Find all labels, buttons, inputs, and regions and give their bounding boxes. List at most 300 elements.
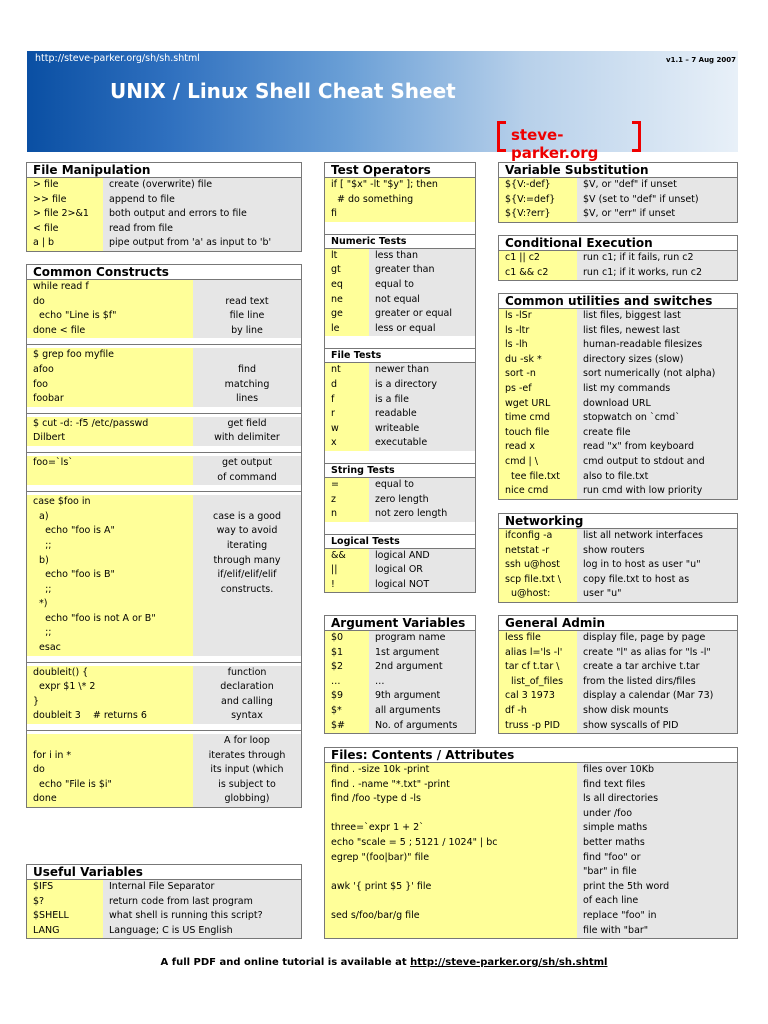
row-value: display a calendar (Mar 73) bbox=[577, 689, 737, 704]
row-key: $* bbox=[325, 704, 369, 719]
row-key: foobar bbox=[27, 392, 193, 407]
section-title: File Manipulation bbox=[27, 163, 301, 178]
row-key: eq bbox=[325, 278, 369, 293]
table-row bbox=[325, 422, 475, 437]
row-key: echo "File is $i" bbox=[27, 778, 193, 793]
row-key: $SHELL bbox=[27, 909, 103, 924]
table-row bbox=[499, 440, 737, 455]
table-row bbox=[325, 293, 475, 308]
row-key: tar cf t.tar \ bbox=[499, 660, 577, 675]
table-row bbox=[27, 378, 301, 393]
row-key: $0 bbox=[325, 631, 369, 646]
row-key: && bbox=[325, 549, 369, 564]
table-row bbox=[27, 495, 301, 510]
row-value: file line bbox=[193, 309, 301, 324]
row-value bbox=[193, 348, 301, 363]
table-row bbox=[499, 646, 737, 661]
row-value: less than bbox=[369, 249, 475, 264]
table-row bbox=[499, 631, 737, 646]
row-key: $ grep foo myfile bbox=[27, 348, 193, 363]
table-row bbox=[325, 880, 737, 895]
row-value: syntax bbox=[193, 709, 301, 724]
row-value bbox=[193, 641, 301, 656]
row-key: less file bbox=[499, 631, 577, 646]
row-key: $ cut -d: -f5 /etc/passwd bbox=[27, 417, 193, 432]
row-value: file with "bar" bbox=[577, 924, 737, 939]
table-row bbox=[499, 704, 737, 719]
row-value: ls all directories bbox=[577, 792, 737, 807]
table-row bbox=[27, 363, 301, 378]
row-key: le bbox=[325, 322, 369, 337]
table-row bbox=[499, 353, 737, 368]
row-key: *) bbox=[27, 597, 193, 612]
row-value: No. of arguments bbox=[369, 719, 475, 734]
row-value: create "l" as alias for "ls -l" bbox=[577, 646, 737, 661]
table-row bbox=[325, 792, 737, 807]
row-value: newer than bbox=[369, 363, 475, 378]
row-key: ls -lSr bbox=[499, 309, 577, 324]
row-value: logical NOT bbox=[369, 578, 475, 593]
table-row bbox=[325, 363, 475, 378]
table-row bbox=[325, 821, 737, 836]
general-admin-section bbox=[498, 615, 738, 734]
section-title: General Admin bbox=[499, 616, 737, 631]
row-value: sort numerically (not alpha) bbox=[577, 367, 737, 382]
table-row bbox=[325, 865, 737, 880]
table-row bbox=[27, 456, 301, 471]
row-key bbox=[325, 807, 577, 822]
row-key: nt bbox=[325, 363, 369, 378]
row-key: truss -p PID bbox=[499, 719, 577, 734]
table-row bbox=[27, 792, 301, 807]
row-value: greater or equal bbox=[369, 307, 475, 322]
row-value: iterates through bbox=[193, 749, 301, 764]
table-row bbox=[27, 236, 301, 251]
table-row bbox=[27, 583, 301, 598]
page-title: UNIX / Linux Shell Cheat Sheet bbox=[110, 79, 456, 103]
table-row bbox=[27, 641, 301, 656]
row-key: doubleit 3 # returns 6 bbox=[27, 709, 193, 724]
row-key: do bbox=[27, 763, 193, 778]
row-value: find bbox=[193, 363, 301, 378]
row-value: program name bbox=[369, 631, 475, 646]
row-key: do bbox=[27, 295, 193, 310]
table-row bbox=[27, 193, 301, 208]
table-row bbox=[499, 455, 737, 470]
row-key: df -h bbox=[499, 704, 577, 719]
row-value: what shell is running this script? bbox=[103, 909, 301, 924]
table-row bbox=[27, 539, 301, 554]
table-row bbox=[325, 378, 475, 393]
row-key: ;; bbox=[27, 539, 193, 554]
row-key: find /foo -type d -ls bbox=[325, 792, 577, 807]
row-value: case is a good bbox=[193, 510, 301, 525]
row-key: three=`expr 1 + 2` bbox=[325, 821, 577, 836]
row-key: n bbox=[325, 507, 369, 522]
table-row bbox=[27, 666, 301, 681]
row-value: iterating bbox=[193, 539, 301, 554]
table-row bbox=[27, 324, 301, 339]
row-value: read from file bbox=[103, 222, 301, 237]
row-key: ls -lh bbox=[499, 338, 577, 353]
row-key bbox=[27, 471, 193, 486]
row-value: stopwatch on `cmd` bbox=[577, 411, 737, 426]
section-title: Conditional Execution bbox=[499, 236, 737, 251]
site-logo bbox=[497, 121, 641, 162]
table-row bbox=[499, 573, 737, 588]
row-key: ${V:?err} bbox=[499, 207, 577, 222]
table-row bbox=[27, 597, 301, 612]
version-label: v1.1 – 7 Aug 2007 bbox=[666, 56, 736, 64]
row-value: list all network interfaces bbox=[577, 529, 737, 544]
table-row bbox=[499, 660, 737, 675]
row-key: < file bbox=[27, 222, 103, 237]
row-value: declaration bbox=[193, 680, 301, 695]
code-line: # do something bbox=[325, 193, 475, 208]
row-key: doubleit() { bbox=[27, 666, 193, 681]
table-row bbox=[27, 524, 301, 539]
table-row bbox=[499, 426, 737, 441]
table-row bbox=[325, 909, 737, 924]
table-row bbox=[27, 626, 301, 641]
row-value: pipe output from 'a' as input to 'b' bbox=[103, 236, 301, 251]
row-key: alias l='ls -l' bbox=[499, 646, 577, 661]
row-key: > file bbox=[27, 178, 103, 193]
table-row bbox=[325, 894, 737, 909]
table-row bbox=[27, 612, 301, 627]
row-key: done < file bbox=[27, 324, 193, 339]
row-value: replace "foo" in bbox=[577, 909, 737, 924]
table-row bbox=[27, 763, 301, 778]
row-value: executable bbox=[369, 436, 475, 451]
row-value: equal to bbox=[369, 478, 475, 493]
row-value: show syscalls of PID bbox=[577, 719, 737, 734]
row-key: c1 && c2 bbox=[499, 266, 577, 281]
row-value: Language; C is US English bbox=[103, 924, 301, 939]
row-key: done bbox=[27, 792, 193, 807]
row-key: egrep "(foo|bar)" file bbox=[325, 851, 577, 866]
row-key: cmd | \ bbox=[499, 455, 577, 470]
row-value: all arguments bbox=[369, 704, 475, 719]
row-key: z bbox=[325, 493, 369, 508]
row-value: simple maths bbox=[577, 821, 737, 836]
row-key: scp file.txt \ bbox=[499, 573, 577, 588]
row-value: read text bbox=[193, 295, 301, 310]
row-value: $V (set to "def" if unset) bbox=[577, 193, 737, 208]
row-value: 2nd argument bbox=[369, 660, 475, 675]
table-row bbox=[325, 924, 737, 939]
table-row bbox=[499, 324, 737, 339]
string-tests-title: String Tests bbox=[325, 464, 475, 478]
row-value: list files, newest last bbox=[577, 324, 737, 339]
row-value: create (overwrite) file bbox=[103, 178, 301, 193]
row-value: is a directory bbox=[369, 378, 475, 393]
row-key: wget URL bbox=[499, 397, 577, 412]
section-title: Argument Variables bbox=[325, 616, 475, 631]
table-row bbox=[325, 660, 475, 675]
row-key: ls -ltr bbox=[499, 324, 577, 339]
files-contents-section bbox=[324, 747, 738, 939]
row-value: Internal File Separator bbox=[103, 880, 301, 895]
row-key: r bbox=[325, 407, 369, 422]
section-title: Useful Variables bbox=[27, 865, 301, 880]
row-value: cmd output to stdout and bbox=[577, 455, 737, 470]
row-key: tee file.txt bbox=[499, 470, 577, 485]
table-row bbox=[499, 470, 737, 485]
networking-section bbox=[498, 513, 738, 603]
row-key: $9 bbox=[325, 689, 369, 704]
table-row bbox=[27, 680, 301, 695]
row-key: ssh u@host bbox=[499, 558, 577, 573]
table-row bbox=[27, 417, 301, 432]
table-row bbox=[499, 309, 737, 324]
row-value: also to file.txt bbox=[577, 470, 737, 485]
table-row bbox=[325, 249, 475, 264]
file-manipulation-section bbox=[26, 162, 302, 252]
row-value: lines bbox=[193, 392, 301, 407]
table-row bbox=[499, 719, 737, 734]
table-row bbox=[27, 695, 301, 710]
row-key: find . -size 10k -print bbox=[325, 763, 577, 778]
table-row bbox=[499, 587, 737, 602]
row-value: $V, or "err" if unset bbox=[577, 207, 737, 222]
row-key: = bbox=[325, 478, 369, 493]
row-value: create a tar archive t.tar bbox=[577, 660, 737, 675]
table-row bbox=[499, 544, 737, 559]
row-value: A for loop bbox=[193, 734, 301, 749]
table-row bbox=[325, 704, 475, 719]
row-value: under /foo bbox=[577, 807, 737, 822]
row-value bbox=[193, 626, 301, 641]
row-key: expr $1 \* 2 bbox=[27, 680, 193, 695]
table-row bbox=[325, 763, 737, 778]
row-value: and calling bbox=[193, 695, 301, 710]
table-row bbox=[499, 675, 737, 690]
table-row bbox=[27, 778, 301, 793]
row-value: zero length bbox=[369, 493, 475, 508]
section-title: Variable Substitution bbox=[499, 163, 737, 178]
row-value: better maths bbox=[577, 836, 737, 851]
section-title: Files: Contents / Attributes bbox=[325, 748, 737, 763]
table-row bbox=[27, 909, 301, 924]
file-tests-title: File Tests bbox=[325, 349, 475, 363]
table-row bbox=[27, 392, 301, 407]
row-key: x bbox=[325, 436, 369, 451]
row-value: of command bbox=[193, 471, 301, 486]
row-key: foo bbox=[27, 378, 193, 393]
table-row bbox=[27, 880, 301, 895]
row-key: d bbox=[325, 378, 369, 393]
row-value: run c1; if it works, run c2 bbox=[577, 266, 737, 281]
row-key bbox=[325, 865, 577, 880]
row-key: $? bbox=[27, 895, 103, 910]
row-value: find "foo" or bbox=[577, 851, 737, 866]
table-row bbox=[325, 778, 737, 793]
row-value: print the 5th word bbox=[577, 880, 737, 895]
row-value: writeable bbox=[369, 422, 475, 437]
table-row bbox=[27, 178, 301, 193]
row-value bbox=[193, 612, 301, 627]
row-value: copy file.txt to host as bbox=[577, 573, 737, 588]
row-value: is subject to bbox=[193, 778, 301, 793]
table-row bbox=[325, 263, 475, 278]
table-row bbox=[499, 178, 737, 193]
row-key: echo "foo is not A or B" bbox=[27, 612, 193, 627]
table-row bbox=[27, 222, 301, 237]
row-value: user "u" bbox=[577, 587, 737, 602]
table-row bbox=[499, 529, 737, 544]
table-row bbox=[325, 675, 475, 690]
row-key: w bbox=[325, 422, 369, 437]
row-value: readable bbox=[369, 407, 475, 422]
table-row bbox=[27, 734, 301, 749]
row-key: foo=`ls` bbox=[27, 456, 193, 471]
argument-variables-section bbox=[324, 615, 476, 734]
table-row bbox=[325, 393, 475, 408]
row-value: matching bbox=[193, 378, 301, 393]
row-key: case $foo in bbox=[27, 495, 193, 510]
table-row bbox=[27, 568, 301, 583]
row-key: ge bbox=[325, 307, 369, 322]
row-value: list files, biggest last bbox=[577, 309, 737, 324]
row-value: equal to bbox=[369, 278, 475, 293]
row-key: a | b bbox=[27, 236, 103, 251]
table-row bbox=[499, 484, 737, 499]
row-value: greater than bbox=[369, 263, 475, 278]
row-key: ${V:=def} bbox=[499, 193, 577, 208]
row-value: get output bbox=[193, 456, 301, 471]
footer bbox=[0, 957, 768, 968]
row-value: of each line bbox=[577, 894, 737, 909]
table-row bbox=[325, 407, 475, 422]
row-value: get field bbox=[193, 417, 301, 432]
row-key: netstat -r bbox=[499, 544, 577, 559]
row-key: time cmd bbox=[499, 411, 577, 426]
table-row bbox=[27, 924, 301, 939]
row-key: ;; bbox=[27, 626, 193, 641]
row-key: $2 bbox=[325, 660, 369, 675]
section-title: Common Constructs bbox=[27, 265, 301, 280]
row-key: ! bbox=[325, 578, 369, 593]
table-row bbox=[325, 436, 475, 451]
table-row bbox=[325, 322, 475, 337]
row-value: logical OR bbox=[369, 563, 475, 578]
table-row bbox=[27, 207, 301, 222]
row-value: $V, or "def" if unset bbox=[577, 178, 737, 193]
row-value bbox=[193, 280, 301, 295]
row-key bbox=[27, 734, 193, 749]
row-key bbox=[325, 894, 577, 909]
row-key: ;; bbox=[27, 583, 193, 598]
code-line: if [ "$x" -lt "$y" ]; then bbox=[325, 178, 475, 193]
table-row bbox=[27, 709, 301, 724]
row-key: nice cmd bbox=[499, 484, 577, 499]
code-line: fi bbox=[325, 207, 475, 222]
table-row bbox=[499, 558, 737, 573]
row-value: from the listed dirs/files bbox=[577, 675, 737, 690]
row-key: $# bbox=[325, 719, 369, 734]
table-row bbox=[27, 348, 301, 363]
row-value: through many bbox=[193, 554, 301, 569]
row-value: not zero length bbox=[369, 507, 475, 522]
row-value: if/elif/elif/elif bbox=[193, 568, 301, 583]
table-row bbox=[325, 549, 475, 564]
table-row bbox=[27, 280, 301, 295]
row-value: less or equal bbox=[369, 322, 475, 337]
row-key: ne bbox=[325, 293, 369, 308]
row-value: not equal bbox=[369, 293, 475, 308]
row-value: run cmd with low priority bbox=[577, 484, 737, 499]
row-value: constructs. bbox=[193, 583, 301, 598]
table-row bbox=[27, 554, 301, 569]
row-key: LANG bbox=[27, 924, 103, 939]
row-key: esac bbox=[27, 641, 193, 656]
row-value: both output and errors to file bbox=[103, 207, 301, 222]
row-value: 1st argument bbox=[369, 646, 475, 661]
logo-text: steve-parker.org bbox=[511, 126, 599, 162]
table-row bbox=[325, 631, 475, 646]
table-row bbox=[27, 309, 301, 324]
conditional-execution-section bbox=[498, 235, 738, 281]
row-key: sed s/foo/bar/g file bbox=[325, 909, 577, 924]
row-key: || bbox=[325, 563, 369, 578]
row-value: show routers bbox=[577, 544, 737, 559]
table-row bbox=[499, 266, 737, 281]
row-value: files over 10Kb bbox=[577, 763, 737, 778]
row-key bbox=[325, 924, 577, 939]
row-value bbox=[193, 597, 301, 612]
row-key: for i in * bbox=[27, 749, 193, 764]
table-row bbox=[27, 510, 301, 525]
row-key: echo "foo is A" bbox=[27, 524, 193, 539]
footer-link[interactable]: http://steve-parker.org/sh/sh.shtml bbox=[410, 957, 608, 968]
table-row bbox=[325, 851, 737, 866]
variable-substitution-section bbox=[498, 162, 738, 223]
row-key: u@host: bbox=[499, 587, 577, 602]
table-row bbox=[325, 719, 475, 734]
test-operators-body bbox=[325, 178, 475, 222]
row-value: create file bbox=[577, 426, 737, 441]
row-key: while read f bbox=[27, 280, 193, 295]
table-row bbox=[325, 493, 475, 508]
row-value: list my commands bbox=[577, 382, 737, 397]
table-row bbox=[325, 563, 475, 578]
row-value: is a file bbox=[369, 393, 475, 408]
common-constructs-section bbox=[26, 264, 302, 808]
row-key: lt bbox=[325, 249, 369, 264]
row-value: by line bbox=[193, 324, 301, 339]
constructs-body bbox=[27, 280, 301, 807]
table-row bbox=[27, 749, 301, 764]
table-row bbox=[499, 338, 737, 353]
row-value: display file, page by page bbox=[577, 631, 737, 646]
row-value: with delimiter bbox=[193, 431, 301, 446]
table-row bbox=[325, 307, 475, 322]
row-value: … bbox=[369, 675, 475, 690]
table-row bbox=[499, 251, 737, 266]
row-value: append to file bbox=[103, 193, 301, 208]
table-row bbox=[27, 431, 301, 446]
section-title: Networking bbox=[499, 514, 737, 529]
row-key: … bbox=[325, 675, 369, 690]
row-value: find text files bbox=[577, 778, 737, 793]
row-key: } bbox=[27, 695, 193, 710]
logical-tests-title: Logical Tests bbox=[325, 535, 475, 549]
header-url[interactable]: http://steve-parker.org/sh/sh.shtml bbox=[35, 53, 200, 64]
section-title: Test Operators bbox=[325, 163, 475, 178]
row-key: c1 || c2 bbox=[499, 251, 577, 266]
row-key: $IFS bbox=[27, 880, 103, 895]
